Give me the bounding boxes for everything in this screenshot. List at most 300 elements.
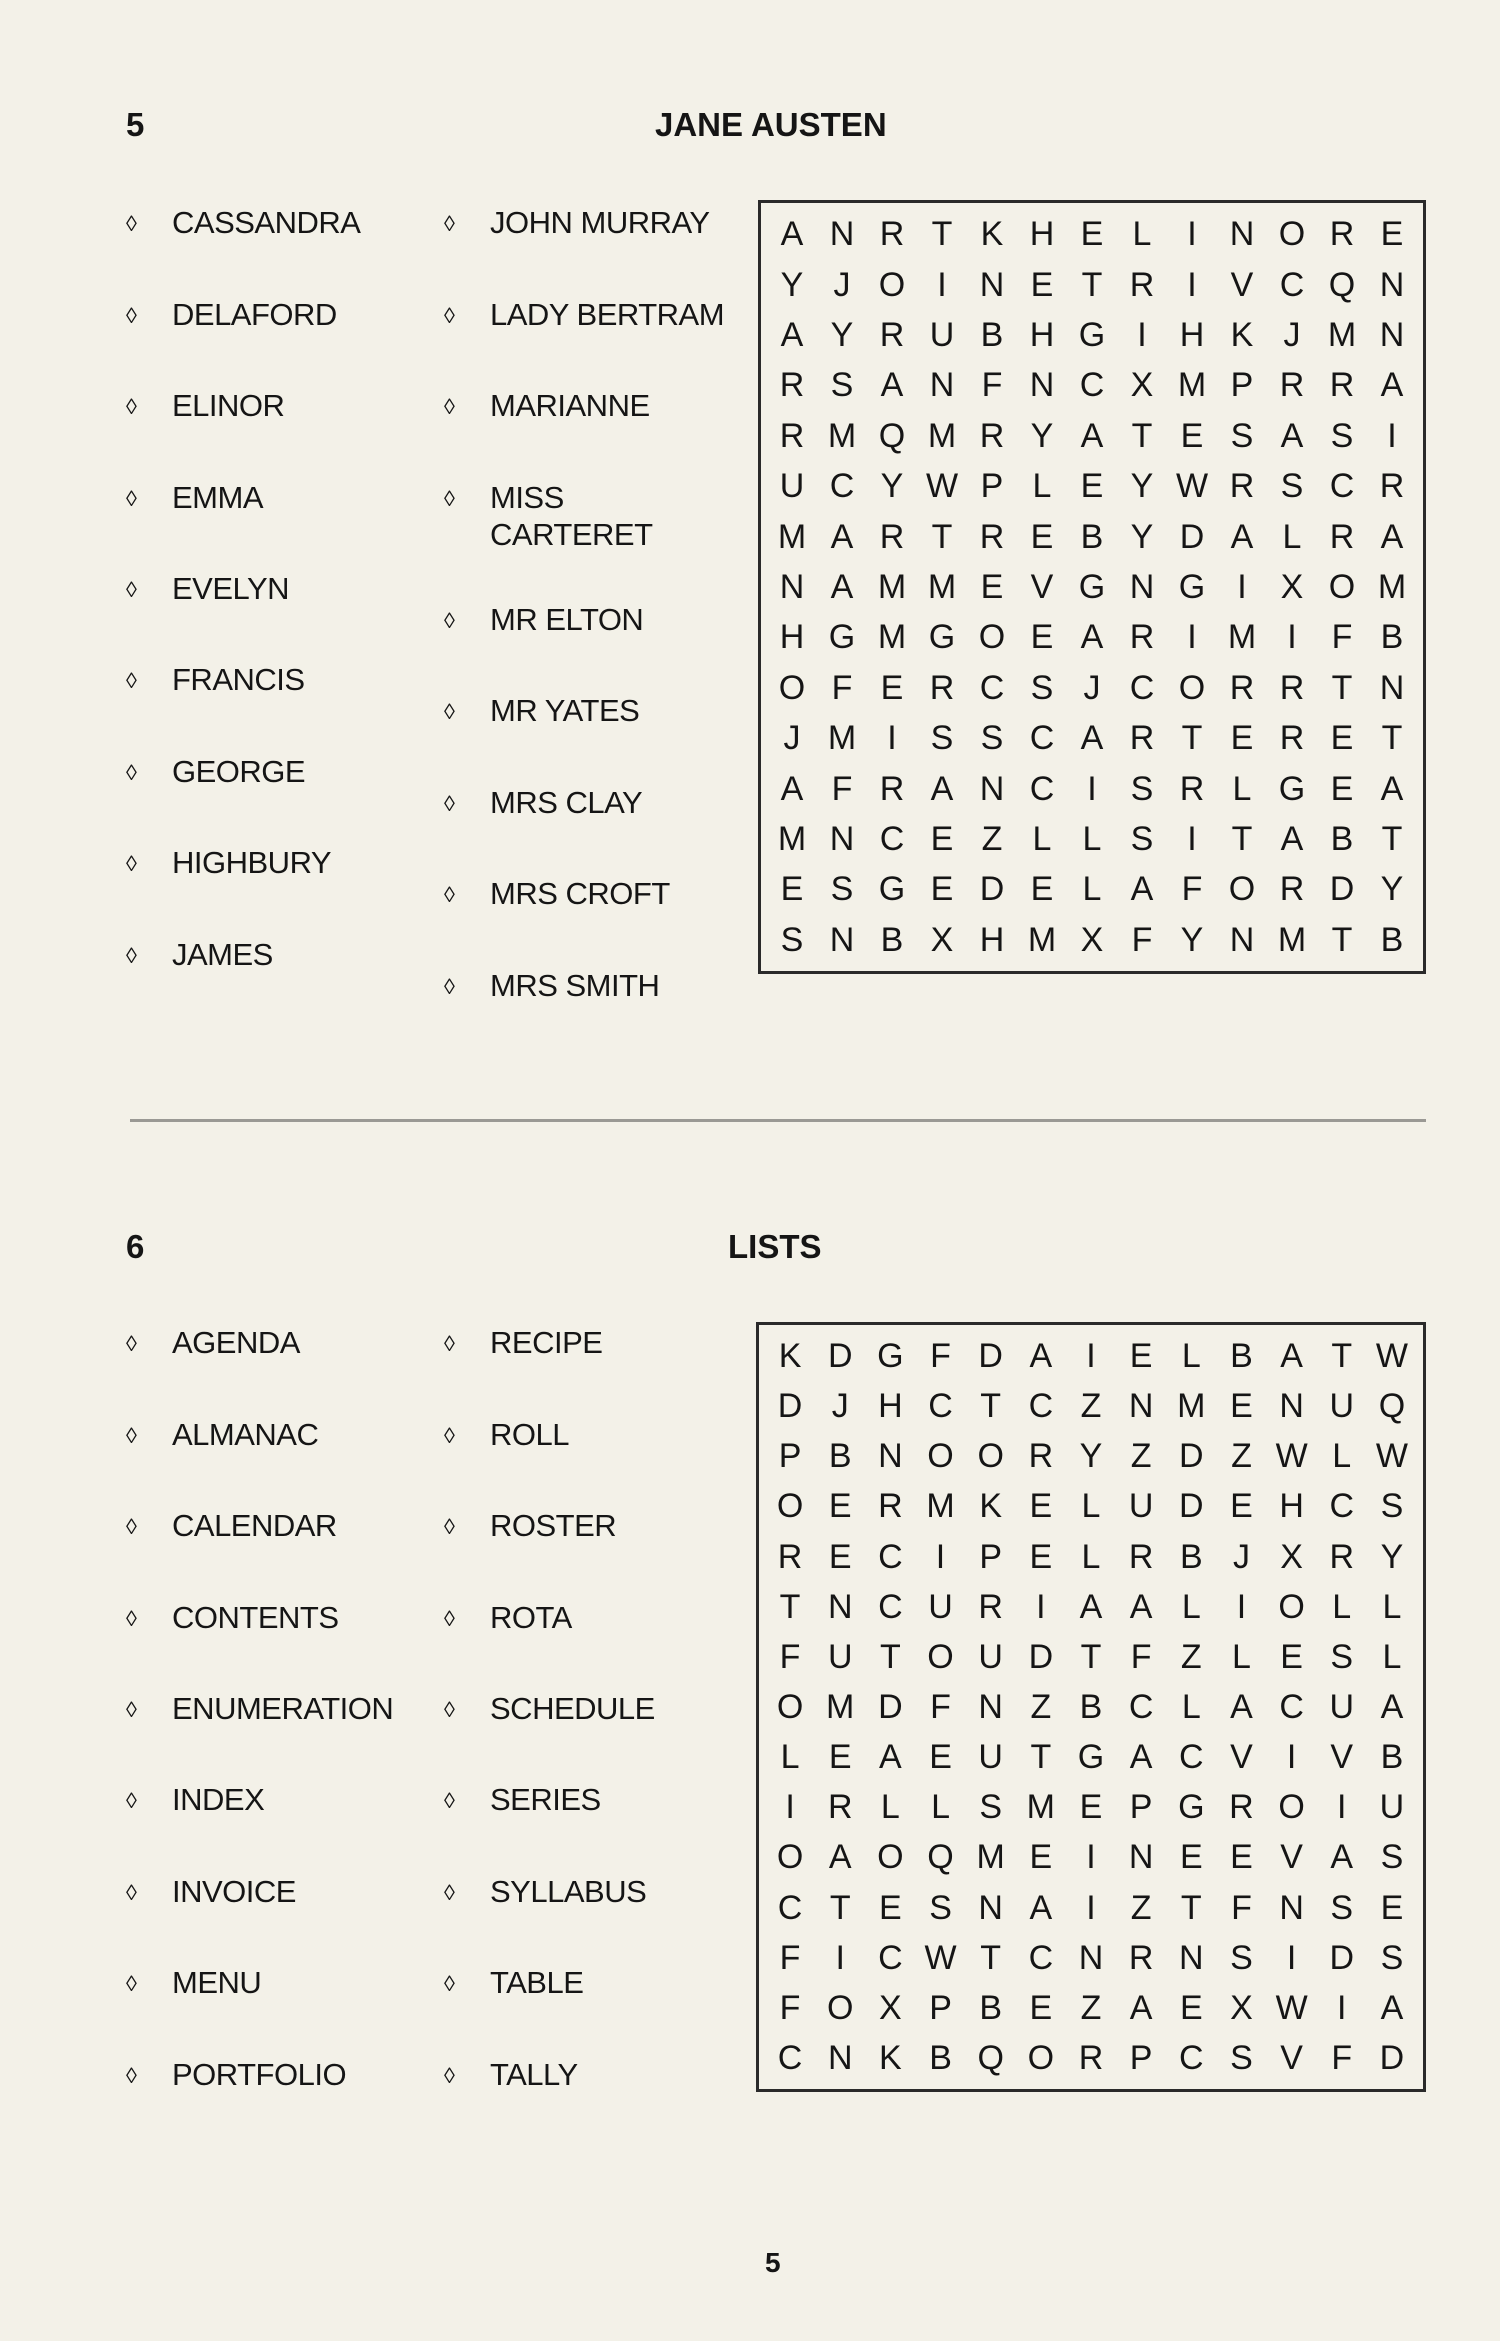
grid-letter: A	[1230, 1687, 1253, 1726]
grid-letter: F	[779, 1938, 801, 1977]
grid-letter: B	[1179, 1537, 1203, 1576]
grid-letter: Y	[1180, 920, 1204, 959]
grid-letter: C	[878, 1587, 903, 1626]
grid-letter: L	[1332, 1587, 1352, 1626]
word-text: JOHN MURRAY	[490, 205, 710, 240]
grid-letter: F	[779, 1637, 801, 1676]
grid-letter: G	[1178, 567, 1206, 606]
grid-letter: E	[1030, 265, 1054, 304]
grid-letter: H	[1279, 1487, 1304, 1526]
grid-letter: G	[828, 618, 856, 657]
grid-letter: A	[780, 215, 804, 254]
grid-letter: A	[1280, 416, 1304, 455]
grid-letter: I	[1087, 769, 1097, 808]
grid-letter: L	[1081, 1537, 1101, 1576]
grid-letter: H	[1179, 315, 1205, 354]
grid-letter: Y	[1130, 517, 1154, 556]
grid-letter: R	[1279, 870, 1305, 909]
grid-letter: G	[928, 618, 956, 657]
grid-letter: O	[878, 265, 906, 304]
grid-letter: X	[1080, 920, 1104, 959]
grid-letter: L	[1332, 1437, 1352, 1476]
grid-letter: A	[1380, 366, 1404, 405]
grid-letter: C	[777, 1888, 803, 1927]
grid-letter: O	[1328, 567, 1356, 606]
word-list-item	[444, 875, 670, 913]
diamond-bullet-icon: ◊	[126, 668, 137, 693]
grid-letter: P	[778, 1437, 802, 1476]
grid-letter: R	[978, 1587, 1003, 1626]
grid-letter: A	[1380, 1687, 1404, 1726]
grid-letter: L	[1181, 1587, 1201, 1626]
grid-letter: R	[879, 769, 905, 808]
grid-letter: N	[829, 819, 855, 858]
grid-letter: N	[1229, 215, 1255, 254]
grid-letter: E	[1029, 1988, 1053, 2027]
grid-letter: D	[1028, 1637, 1054, 1676]
grid-letter: R	[1078, 2038, 1104, 2077]
grid-letter: E	[1230, 1487, 1253, 1526]
grid-letter: V	[1230, 265, 1254, 304]
grid-letter: D	[827, 1337, 853, 1376]
diamond-bullet-icon: ◊	[126, 394, 137, 419]
grid-letter: C	[979, 668, 1005, 707]
grid-letter: E	[1080, 215, 1104, 254]
grid-letter: R	[929, 668, 955, 707]
word-text: LADY BERTRAM	[490, 297, 725, 332]
grid-letter: C	[777, 2038, 803, 2077]
diamond-bullet-icon: ◊	[444, 974, 455, 999]
grid-letter: D	[979, 870, 1005, 909]
grid-letter: N	[1279, 1888, 1304, 1927]
grid-letter: A	[780, 315, 804, 354]
grid-letter: E	[879, 1888, 902, 1927]
grid-letter: R	[827, 1788, 853, 1827]
grid-letter: B	[1230, 1337, 1253, 1376]
word-text: AGENDA	[172, 1325, 300, 1360]
grid-letter: A	[1380, 1988, 1404, 2027]
word-list-item	[444, 479, 653, 553]
grid-letter: E	[1180, 416, 1204, 455]
grid-letter: I	[1287, 618, 1297, 657]
word-list-item	[126, 296, 337, 334]
grid-letter: G	[1077, 1738, 1105, 1777]
grid-letter: M	[1026, 1788, 1055, 1827]
grid-letter: H	[779, 618, 805, 657]
diamond-bullet-icon: ◊	[444, 1606, 455, 1631]
grid-letter: V	[1230, 1738, 1253, 1777]
grid-letter: N	[1029, 366, 1055, 405]
word-list-item	[126, 1873, 296, 1911]
word-list-item	[126, 1690, 393, 1728]
grid-letter: T	[1381, 719, 1403, 758]
grid-letter: A	[1080, 618, 1104, 657]
grid-letter: T	[1181, 719, 1203, 758]
diamond-bullet-icon: ◊	[444, 1788, 455, 1813]
grid-letter: A	[1080, 719, 1104, 758]
grid-letter: J	[1083, 668, 1101, 707]
word-list-item	[126, 1964, 261, 2002]
grid-letter: E	[1230, 1838, 1253, 1877]
grid-letter: I	[1337, 1788, 1347, 1827]
grid-letter: N	[978, 1687, 1003, 1726]
word-text: GEORGE	[172, 754, 306, 789]
grid-letter: M	[877, 567, 907, 606]
diamond-bullet-icon: ◊	[444, 608, 455, 633]
grid-letter: C	[878, 1938, 903, 1977]
grid-letter: M	[1327, 315, 1357, 354]
grid-letter: E	[930, 819, 954, 858]
grid-letter: O	[1027, 2038, 1055, 2077]
grid-letter: E	[1129, 1337, 1153, 1376]
grid-letter: O	[977, 1437, 1004, 1476]
grid-letter: E	[1079, 1788, 1103, 1827]
word-text: ROTA	[490, 1600, 572, 1635]
grid-letter: R	[1028, 1437, 1054, 1476]
grid-letter: N	[1229, 920, 1255, 959]
grid-letter: I	[1187, 819, 1197, 858]
grid-letter: I	[1086, 1888, 1096, 1927]
diamond-bullet-icon: ◊	[126, 1880, 137, 1905]
word-list-item	[126, 204, 360, 242]
grid-letter: Y	[1380, 1537, 1404, 1576]
diamond-bullet-icon: ◊	[126, 486, 137, 511]
word-text: CASSANDRA	[172, 205, 361, 240]
grid-letter: U	[779, 467, 805, 506]
diamond-bullet-icon: ◊	[444, 394, 455, 419]
word-list-item	[444, 601, 643, 639]
grid-letter: S	[929, 1888, 952, 1927]
grid-letter: M	[1177, 366, 1207, 405]
grid-letter: M	[976, 1838, 1005, 1877]
grid-letter: T	[1081, 265, 1103, 304]
grid-letter: T	[931, 517, 953, 556]
grid-letter: I	[1187, 618, 1197, 657]
grid-letter: S	[1380, 1487, 1404, 1526]
word-list-item	[126, 1599, 339, 1637]
grid-letter: Q	[927, 1838, 954, 1877]
grid-letter: R	[1229, 668, 1255, 707]
word-list-item	[444, 784, 642, 822]
word-text: SYLLABUS	[490, 1874, 647, 1909]
word-list-item	[126, 661, 305, 699]
word-text: MARIANNE	[490, 388, 650, 423]
grid-letter: N	[1379, 265, 1405, 304]
grid-letter: R	[878, 1487, 903, 1526]
grid-letter: L	[1082, 819, 1102, 858]
grid-letter: G	[877, 1337, 904, 1376]
grid-letter: R	[1179, 769, 1205, 808]
word-text: MR YATES	[490, 693, 640, 728]
grid-letter: H	[1029, 215, 1055, 254]
word-list-item	[444, 1690, 655, 1728]
diamond-bullet-icon: ◊	[126, 577, 137, 602]
diamond-bullet-icon: ◊	[444, 1971, 455, 1996]
grid-letter: Q	[1378, 1387, 1406, 1426]
grid-letter: A	[1029, 1888, 1053, 1927]
grid-letter: M	[777, 819, 807, 858]
diamond-bullet-icon: ◊	[444, 699, 455, 724]
grid-letter: I	[1337, 1988, 1347, 2027]
grid-letter: A	[1280, 1337, 1303, 1376]
grid-letter: S	[1030, 668, 1054, 707]
grid-letter: O	[1278, 1788, 1305, 1827]
grid-letter: R	[1128, 1537, 1154, 1576]
diamond-bullet-icon: ◊	[444, 2063, 455, 2088]
grid-letter: T	[1381, 819, 1403, 858]
grid-letter: L	[1032, 819, 1052, 858]
grid-letter: D	[1179, 517, 1205, 556]
grid-letter: S	[1130, 819, 1154, 858]
grid-letter: R	[1279, 366, 1305, 405]
word-text: MRS CROFT	[490, 876, 670, 911]
grid-letter: B	[828, 1437, 852, 1476]
diamond-bullet-icon: ◊	[126, 760, 137, 785]
grid-letter: T	[1331, 668, 1353, 707]
grid-letter: U	[978, 1637, 1003, 1676]
grid-letter: N	[779, 567, 805, 606]
grid-letter: E	[1330, 719, 1354, 758]
grid-letter: R	[1129, 618, 1155, 657]
grid-letter: F	[930, 1337, 951, 1376]
grid-letter: E	[1029, 1838, 1053, 1877]
grid-letter: I	[1086, 1337, 1096, 1376]
grid-letter: M	[1177, 1387, 1206, 1426]
grid-letter: R	[1329, 1537, 1355, 1576]
grid-letter: M	[1227, 618, 1257, 657]
word-text: HIGHBURY	[172, 845, 332, 880]
grid-letter: T	[879, 1637, 901, 1676]
grid-letter: A	[780, 769, 804, 808]
grid-letter: V	[1030, 567, 1054, 606]
word-text: PORTFOLIO	[172, 2057, 347, 2092]
grid-letter: A	[1380, 769, 1404, 808]
grid-letter: Z	[1231, 1437, 1252, 1476]
grid-letter: R	[1229, 1788, 1254, 1827]
grid-letter: B	[979, 1988, 1003, 2027]
grid-letter: W	[1175, 467, 1209, 506]
grid-letter: Y	[780, 265, 804, 304]
grid-letter: C	[1279, 265, 1305, 304]
word-text: CALENDAR	[172, 1508, 337, 1543]
word-text: TABLE	[490, 1965, 584, 2000]
grid-letter: S	[1280, 467, 1304, 506]
grid-letter: A	[880, 366, 904, 405]
grid-letter: X	[1280, 1537, 1303, 1576]
grid-letter: F	[831, 668, 853, 707]
grid-letter: B	[1380, 618, 1404, 657]
word-list-item	[444, 387, 650, 425]
word-text: CONTENTS	[172, 1600, 339, 1635]
word-text: MENU	[172, 1965, 262, 2000]
grid-letter: E	[980, 567, 1004, 606]
grid-letter: D	[1179, 1487, 1204, 1526]
grid-letter: D	[1329, 870, 1355, 909]
grid-letter: K	[879, 2038, 902, 2077]
grid-letter: C	[1028, 1387, 1054, 1426]
word-text: MISS CARTERET	[490, 480, 653, 552]
page-number: 5	[765, 2247, 781, 2278]
grid-letter: C	[1179, 2038, 1204, 2077]
grid-letter: M	[927, 416, 957, 455]
grid-letter: Y	[880, 467, 904, 506]
grid-letter: E	[880, 668, 904, 707]
grid-letter: A	[1129, 1738, 1153, 1777]
word-list-item	[126, 936, 273, 974]
grid-letter: Q	[1328, 265, 1356, 304]
grid-letter: I	[937, 265, 947, 304]
grid-letter: I	[835, 1938, 845, 1977]
grid-letter: T	[1180, 1888, 1202, 1927]
grid-letter: E	[1029, 1487, 1053, 1526]
grid-letter: S	[930, 719, 954, 758]
grid-letter: S	[979, 1788, 1003, 1827]
grid-letter: L	[1132, 215, 1152, 254]
word-text: EMMA	[172, 480, 263, 515]
grid-letter: I	[1137, 315, 1147, 354]
grid-letter: X	[930, 920, 954, 959]
grid-letter: R	[1279, 668, 1305, 707]
grid-letter: A	[1330, 1838, 1354, 1877]
grid-letter: N	[1078, 1938, 1104, 1977]
grid-letter: F	[1231, 1888, 1252, 1927]
grid-letter: W	[1375, 1337, 1408, 1376]
grid-letter: L	[1382, 1637, 1402, 1676]
grid-letter: K	[980, 215, 1004, 254]
grid-letter: T	[779, 1587, 801, 1626]
grid-letter: K	[1230, 315, 1254, 354]
grid-letter: P	[1230, 366, 1254, 405]
diamond-bullet-icon: ◊	[126, 1606, 137, 1631]
word-text: MRS CLAY	[490, 785, 643, 820]
grid-letter: N	[1179, 1938, 1204, 1977]
grid-letter: H	[878, 1387, 903, 1426]
grid-letter: T	[1331, 920, 1353, 959]
word-list-item	[444, 1873, 646, 1911]
grid-letter: S	[1380, 1938, 1404, 1977]
diamond-bullet-icon: ◊	[444, 303, 455, 328]
grid-letter: Y	[830, 315, 854, 354]
word-text: EVELYN	[172, 571, 290, 606]
grid-letter: A	[828, 1838, 852, 1877]
grid-letter: S	[1380, 1838, 1404, 1877]
grid-letter: O	[877, 1838, 904, 1877]
grid-letter: F	[930, 1687, 951, 1726]
grid-letter: X	[1130, 366, 1154, 405]
grid-letter: T	[1231, 819, 1253, 858]
grid-letter: C	[829, 467, 855, 506]
grid-letter: A	[1130, 870, 1154, 909]
word-list-item	[126, 1416, 318, 1454]
grid-letter: S	[830, 870, 854, 909]
grid-letter: P	[979, 1537, 1003, 1576]
word-search-grid	[758, 200, 1426, 974]
word-list-item	[126, 1324, 300, 1362]
grid-letter: G	[1278, 769, 1306, 808]
diamond-bullet-icon: ◊	[444, 791, 455, 816]
grid-letter: C	[1329, 1487, 1355, 1526]
word-list-item	[444, 1964, 583, 2002]
grid-letter: C	[1329, 467, 1355, 506]
grid-letter: F	[1181, 870, 1203, 909]
grid-letter: C	[1028, 1938, 1054, 1977]
grid-letter: O	[826, 1988, 854, 2027]
grid-letter: W	[1375, 1437, 1408, 1476]
diamond-bullet-icon: ◊	[126, 1423, 137, 1448]
grid-letter: E	[1030, 618, 1054, 657]
grid-letter: Z	[1130, 1888, 1152, 1927]
grid-letter: A	[830, 517, 854, 556]
grid-letter: C	[928, 1387, 953, 1426]
grid-letter: H	[979, 920, 1005, 959]
diamond-bullet-icon: ◊	[444, 882, 455, 907]
grid-letter: V	[1280, 1838, 1303, 1877]
puzzle-number: 5	[126, 106, 145, 143]
grid-letter: D	[1379, 2038, 1405, 2077]
grid-letter: T	[1030, 1738, 1052, 1777]
grid-letter: S	[1330, 1637, 1354, 1676]
grid-letter: D	[777, 1387, 803, 1426]
grid-letter: F	[1331, 618, 1353, 657]
grid-letter: W	[1275, 1988, 1308, 2027]
grid-letter: S	[980, 719, 1004, 758]
grid-letter: L	[1032, 467, 1052, 506]
grid-letter: U	[928, 1587, 953, 1626]
grid-letter: N	[979, 769, 1005, 808]
grid-letter: J	[831, 1387, 849, 1426]
word-text: TALLY	[490, 2057, 578, 2092]
word-list-item	[126, 1507, 337, 1545]
grid-letter: O	[1278, 1587, 1305, 1626]
puzzle-title: JANE AUSTEN	[655, 106, 887, 143]
grid-letter: L	[1181, 1687, 1201, 1726]
grid-letter: S	[1230, 2038, 1253, 2077]
grid-letter: Z	[1030, 1687, 1052, 1726]
grid-letter: U	[1329, 1687, 1355, 1726]
grid-letter: P	[1129, 1788, 1153, 1827]
grid-letter: U	[1128, 1487, 1154, 1526]
word-list-item	[444, 2056, 578, 2094]
grid-letter: Q	[977, 2038, 1004, 2077]
grid-letter: Y	[1030, 416, 1054, 455]
grid-letter: E	[828, 1487, 852, 1526]
grid-letter: B	[980, 315, 1004, 354]
grid-letter: I	[1286, 1738, 1297, 1777]
word-list-item	[126, 753, 305, 791]
grid-letter: K	[778, 1337, 802, 1376]
grid-letter: W	[925, 467, 959, 506]
grid-letter: L	[1181, 1337, 1201, 1376]
grid-letter: S	[1230, 1938, 1253, 1977]
grid-letter: R	[1279, 719, 1305, 758]
grid-letter: R	[1329, 517, 1355, 556]
diamond-bullet-icon: ◊	[126, 211, 137, 236]
diamond-bullet-icon: ◊	[126, 1971, 137, 1996]
grid-letter: F	[831, 769, 853, 808]
grid-letter: A	[830, 567, 854, 606]
grid-letter: I	[1036, 1587, 1046, 1626]
grid-letter: N	[827, 1587, 853, 1626]
grid-letter: V	[1330, 1738, 1354, 1777]
grid-letter: O	[776, 1687, 804, 1726]
grid-letter: N	[829, 215, 855, 254]
grid-letter: N	[1279, 1387, 1304, 1426]
word-text: INDEX	[172, 1782, 265, 1817]
word-text: RECIPE	[490, 1325, 603, 1360]
diamond-bullet-icon: ◊	[444, 1697, 455, 1722]
grid-letter: E	[828, 1738, 852, 1777]
grid-letter: Q	[878, 416, 906, 455]
